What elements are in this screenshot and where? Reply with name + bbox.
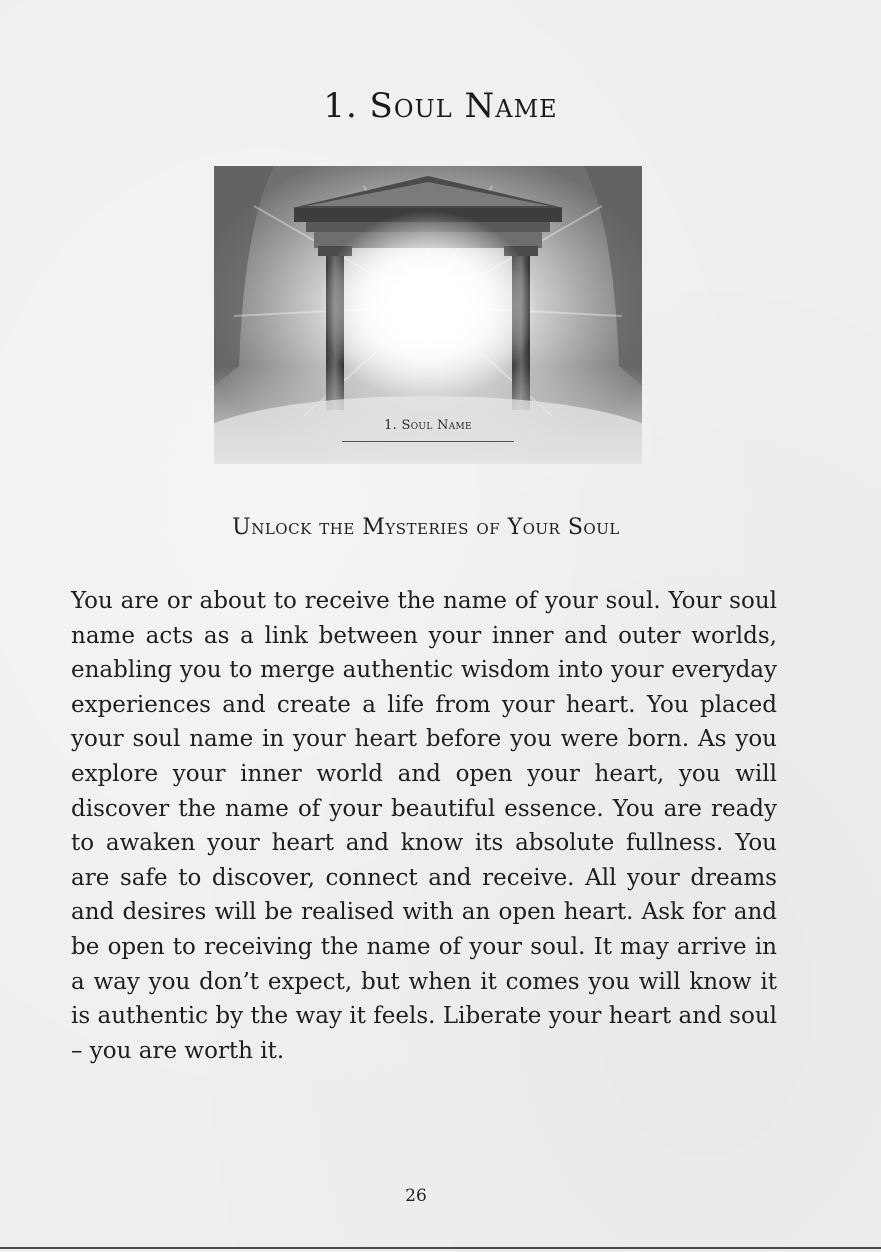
oracle-card-illustration xyxy=(214,166,642,464)
card-caption: 1. Soul Name xyxy=(384,418,472,433)
body-paragraph: You are or about to receive the name of your soul. Your soul name acts as a link between your inner and outer worlds, enabling you to merge authentic wisdom into your everyday experiences and create a life from your heart. You placed your soul name in your heart before you were born. As you explore your inner world and open your heart, you will discover the name of your beautiful essence. You are ready to awaken your heart and know its absolute fullness. You are safe to discover, connect and receive. All your dreams and desires will be realised with an open heart. Ask for and be open to receiving the name of your soul. It may arrive in a way you don’t expect, but when it comes you will know it is authentic by the way it feels. Liberate your heart and soul – you are worth it. xyxy=(71,588,777,1064)
page-title: 1. Soul Name xyxy=(323,86,558,126)
page-number: 26 xyxy=(405,1186,427,1206)
page-edge-line xyxy=(0,1247,881,1249)
section-subtitle: Unlock the Mysteries of Your Soul xyxy=(232,515,620,540)
caption-underline xyxy=(342,441,514,442)
